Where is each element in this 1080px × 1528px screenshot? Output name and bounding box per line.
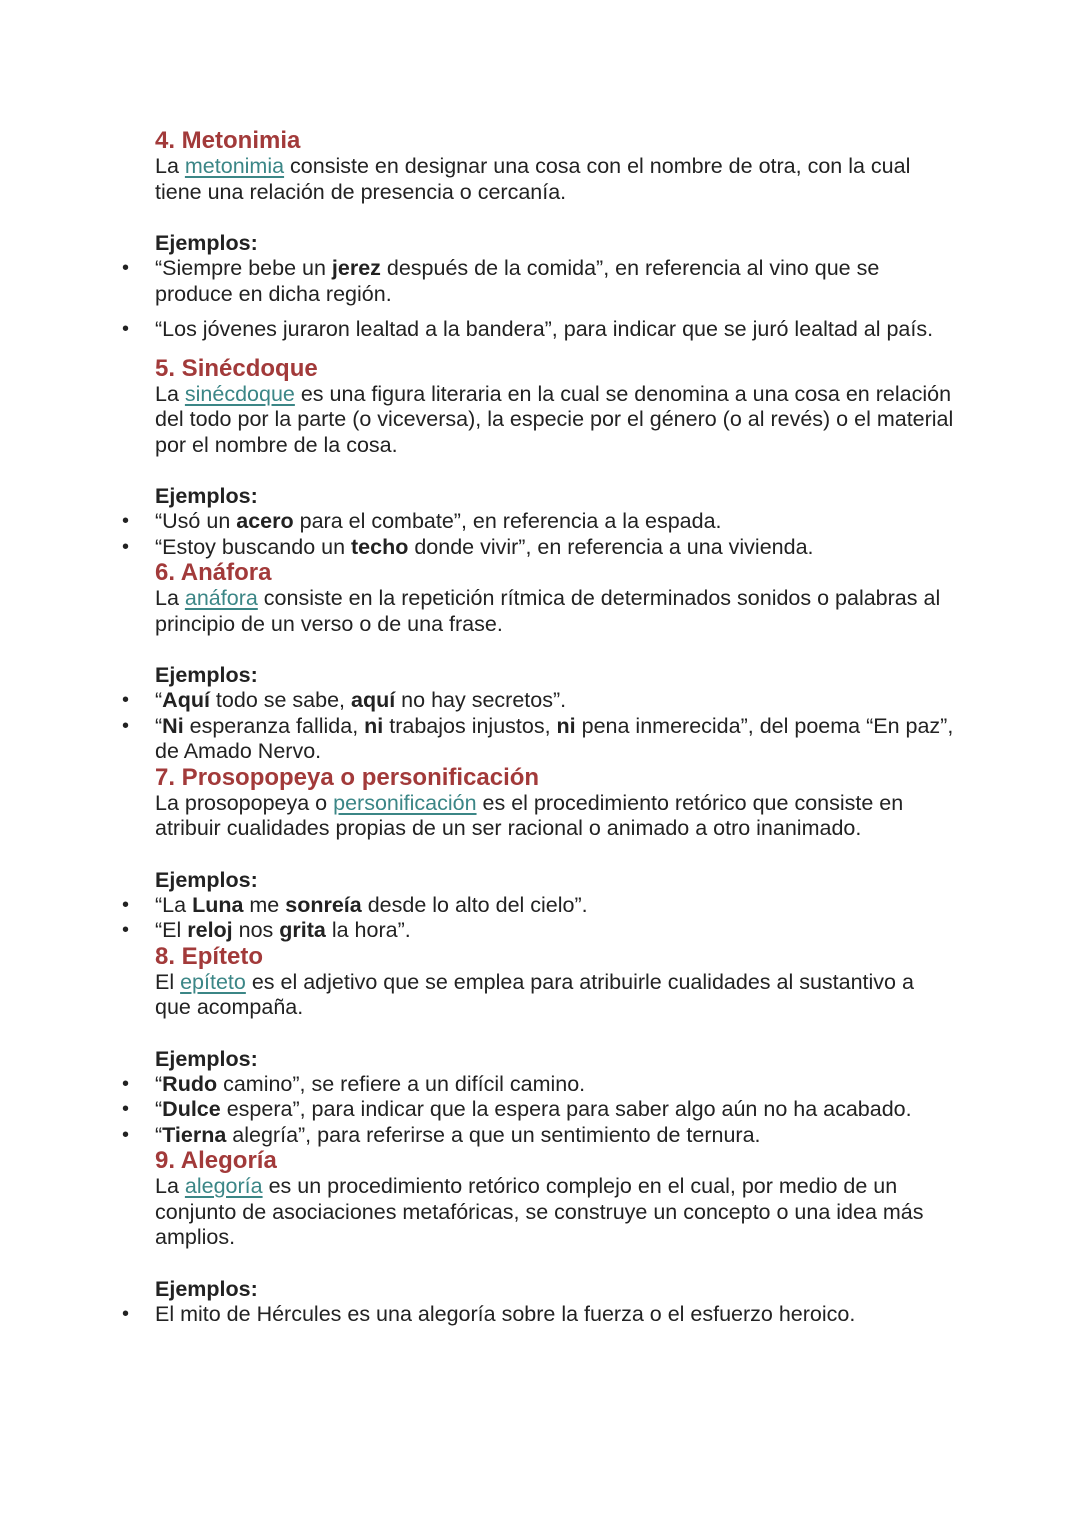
section-metonimia: [155, 128, 955, 343]
section-definition: La metonimia consiste en designar una cosa con el nombre de otra, con la cual tiene una relación de presencia o cercanía.: [155, 154, 911, 204]
examples-label: Ejemplos:: [155, 1046, 258, 1071]
examples-list: [155, 688, 955, 765]
section-title: 7. Prosopopeya o personificación: [155, 763, 540, 791]
examples-list: [155, 509, 955, 560]
section-alegoria: [155, 1148, 955, 1327]
examples-label: Ejemplos:: [155, 867, 258, 892]
section-epiteto: [155, 944, 955, 1149]
term-link[interactable]: sinécdoque: [184, 381, 295, 406]
section-anafora: [155, 560, 955, 765]
section-title: 5. Sinécdoque: [155, 354, 318, 382]
example-item: • El mito de Hércules es una alegoría sobre la fuerza o el esfuerzo heroico.: [155, 1302, 955, 1328]
example-item: • “Ni esperanza fallida, ni trabajos injustos, ni pena inmerecida”, del poema “En paz”, de Amado Nervo.: [155, 714, 955, 765]
section-sinecdoque: [155, 356, 955, 561]
section-definition: La sinécdoque es una figura literaria en la cual se denomina a una cosa en relación del todo por la parte (o viceversa), la especie por el género (o al revés) o el material por el nombre de la cosa.: [155, 381, 954, 457]
example-item: • “Estoy buscando un techo donde vivir”, en referencia a una vivienda.: [155, 535, 955, 561]
term-link[interactable]: metonimia: [184, 154, 285, 178]
example-item: • “La Luna me sonreía desde lo alto del cielo”.: [155, 893, 955, 919]
examples-label: Ejemplos:: [155, 484, 258, 508]
examples-label: Ejemplos:: [155, 663, 258, 687]
example-item: • “Siempre bebe un jerez después de la comida”, en referencia al vino que se produce en dicha región.: [155, 256, 955, 307]
section-title: 8. Epíteto: [155, 942, 264, 970]
example-item: • “Los jóvenes juraron lealtad a la bandera”, para indicar que se juró lealtad al país.: [155, 317, 955, 343]
example-item: • “Dulce espera”, para indicar que la espera para saber algo aún no ha acabado.: [155, 1097, 955, 1123]
section-definition: El epíteto es el adjetivo que se emplea para atribuirle cualidades al sustantivo a que acompaña.: [155, 969, 914, 1019]
section-definition: La prosopopeya o personificación es el procedimiento retórico que consiste en atribuir cualidades propias de un ser racional o animado a otro inanimado.: [155, 790, 904, 840]
example-item: • “Tierna alegría”, para referirse a que un sentimiento de ternura.: [155, 1123, 955, 1149]
example-item: • “Aquí todo se sabe, aquí no hay secretos”.: [155, 688, 955, 714]
section-title: 6. Anáfora: [155, 559, 272, 586]
examples-list: [155, 1302, 955, 1328]
section-definition: La alegoría es un procedimiento retórico complejo en el cual, por medio de un conjunto de asociaciones metafóricas, se construye un concepto o una idea más amplios.: [155, 1174, 924, 1249]
section-definition: La anáfora consiste en la repetición rítmica de determinados sonidos o palabras al principio de un verso o de una frase.: [155, 586, 941, 636]
term-link[interactable]: alegoría: [184, 1174, 263, 1198]
examples-label: Ejemplos:: [155, 231, 258, 255]
term-link[interactable]: anáfora: [184, 586, 258, 610]
section-title: 9. Alegoría: [155, 1147, 277, 1174]
example-item: • “Rudo camino”, se refiere a un difícil camino.: [155, 1072, 955, 1098]
examples-list: [155, 1072, 955, 1149]
examples-list: [155, 893, 955, 944]
term-link[interactable]: personificación: [333, 790, 477, 815]
examples-label: Ejemplos:: [155, 1276, 258, 1301]
section-title: 4. Metonimia: [155, 127, 301, 154]
example-item: • “El reloj nos grita la hora”.: [155, 918, 955, 944]
term-link[interactable]: epíteto: [180, 969, 246, 994]
section-prosopopeya: [155, 765, 955, 944]
document-content: [155, 128, 955, 1327]
example-item: • “Usó un acero para el combate”, en referencia a la espada.: [155, 509, 955, 535]
examples-list: [155, 256, 955, 343]
